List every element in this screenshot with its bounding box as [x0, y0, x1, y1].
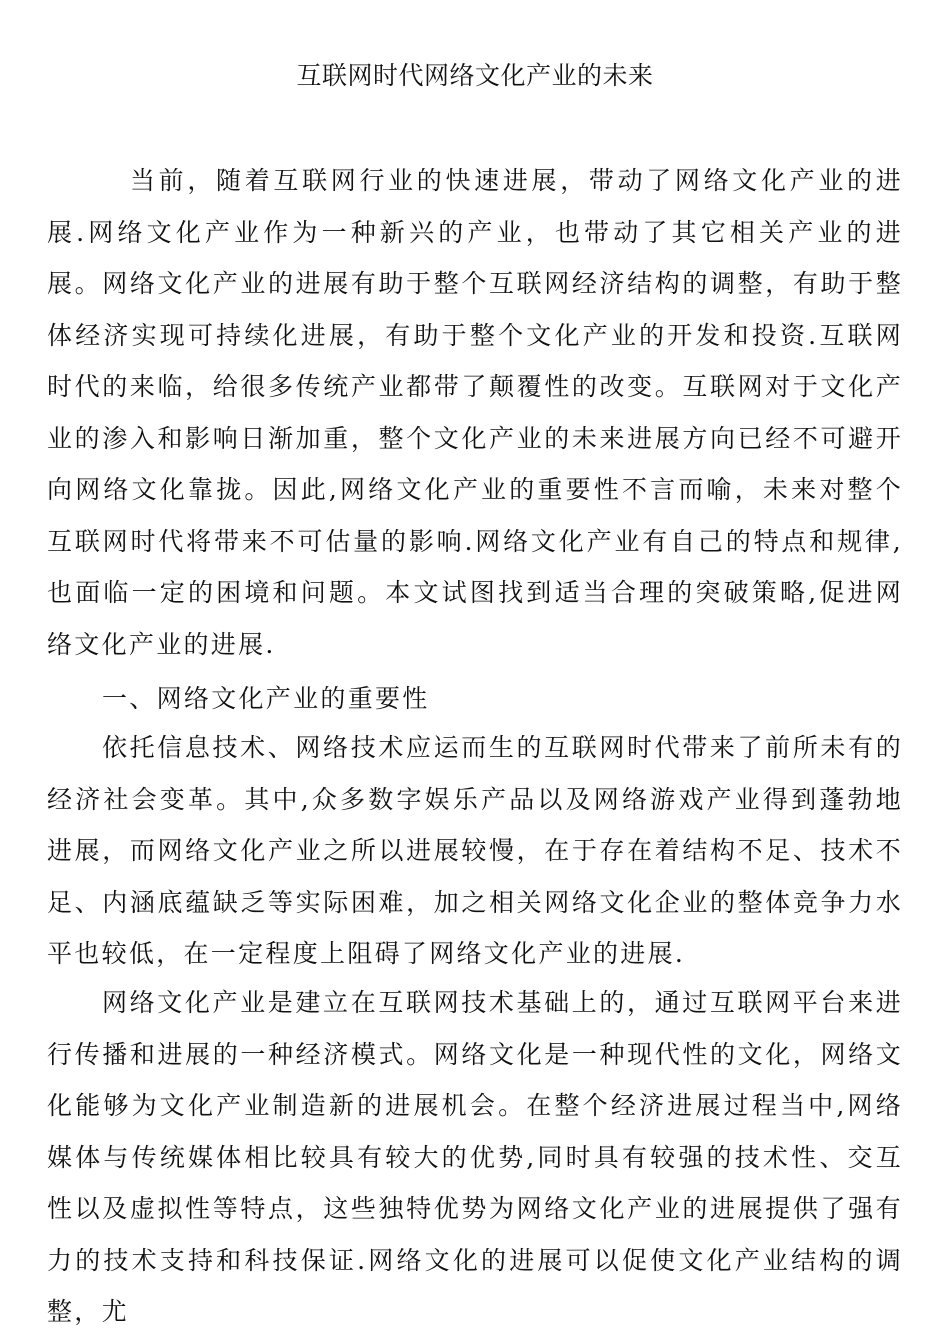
section-paragraph: 网络文化产业是建立在互联网技术基础上的，通过互联网平台来进行传播和进展的一种经济模式。网络文化是一种现代性的文化，网络文化能够为文化产业制造新的进展机会。在整个经济进展过程当中,网络媒体与传统媒体相比较具有较大的优势,同时具有较强的技术性、交互性以及虚拟性等特点，这些独特优势为网络文化产业的进展提供了强有力的技术支持和科技保证.网络文化的进展可以促使文化产业结构的调整，尤 [47, 988, 903, 1326]
section-paragraph: 依托信息技术、网络技术应运而生的互联网时代带来了前所未有的经济社会变革。其中,众多数字娱乐产品以及网络游戏产业得到蓬勃地进展，而网络文化产业之所以进展较慢，在于存在着结构不足、技术不足、内涵底蕴缺乏等实际困难，加之相关网络文化企业的整体竞争力水平也较低，在一定程度上阻碍了网络文化产业的进展. [47, 733, 903, 968]
section-heading: 一、网络文化产业的重要性 [102, 684, 430, 713]
intro-paragraph: 当前，随着互联网行业的快速进展，带动了网络文化产业的进展.网络文化产业作为一种新兴的产业，也带动了其它相关产业的进展。网络文化产业的进展有助于整个互联网经济结构的调整，有助于整体经济实现可持续化进展，有助于整个文化产业的开发和投资.互联网时代的来临，给很多传统产业都带了颠覆性的改变。互联网对于文化产业的渗入和影响日渐加重，整个文化产业的未来进展方向已经不可避开向网络文化靠拢。因此,网络文化产业的重要性不言而喻，未来对整个互联网时代将带来不可估量的影响.网络文化产业有自己的特点和规律,也面临一定的困境和问题。本文试图找到适当合理的突破策略,促进网络文化产业的进展. [47, 166, 903, 659]
page-title: 互联网时代网络文化产业的未来 [296, 61, 654, 90]
